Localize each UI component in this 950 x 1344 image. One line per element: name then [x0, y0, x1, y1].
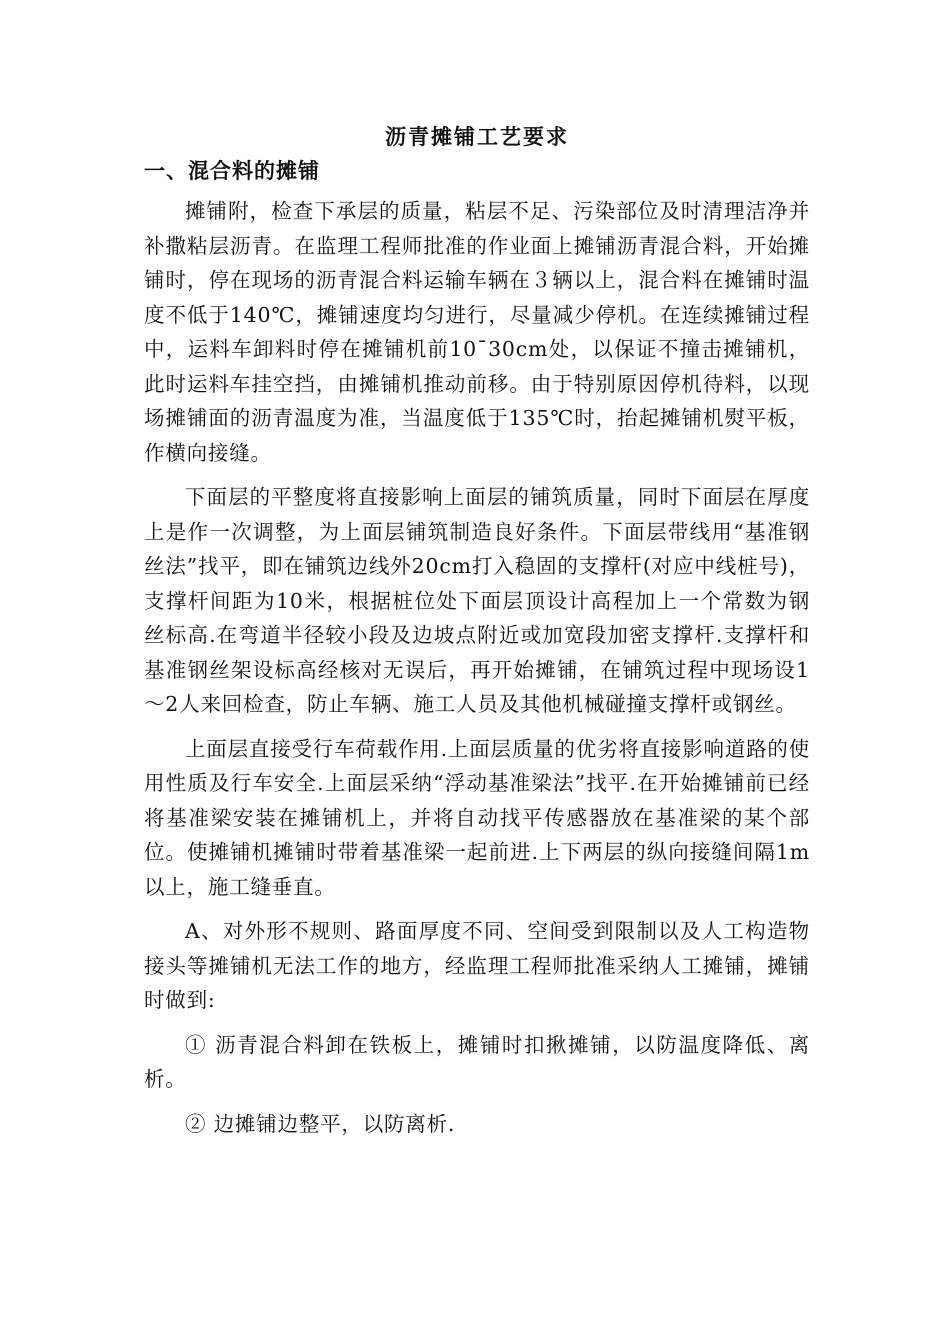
list-item-2: ② 边摊铺边整平，以防离析. — [185, 1111, 456, 1136]
paragraph-paving-start: 摊铺附，检查下承层的质量，粘层不足、污染部位及时清理洁净并补撒粘层沥青。在监理工程师批准的作业面上摊铺沥青混合料，开始摊铺时，停在现场的沥青混合料运输车辆在３辆以上，混合料在摊铺时温度不低于140℃，摊铺速度均匀进行，尽量减少停机。在连续摊铺过程中，运料车卸料时停在摊铺机前10¯30cm处，以保证不撞击摊铺机，此时运料车挂空挡，由摊铺机推动前移。由于特别原因停机待料，以现场摊铺面的沥青温度为准，当温度低于135℃时，抬起摊铺机熨平板，作横向接缝。 — [144, 199, 810, 465]
section-heading: 一、混合料的摊铺 — [144, 158, 320, 183]
paragraph-lower-layer: 下面层的平整度将直接影响上面层的铺筑质量，同时下面层在厚度上是作一次调整，为上面层铺筑制造良好条件。下面层带线用“基准钢丝法”找平，即在铺筑边线外20cm打入稳固的支撑杆(对应中线桩号)，支撑杆间距为10米，根据桩位处下面层顶设计高程加上一个常数为钢丝标高.在弯道半径较小段及边坡点附近或加宽段加密支撑杆.支撑杆和基准钢丝架设标高经核对无误后，再开始摊铺，在铺筑过程中现场设1～2人来回检查，防止车辆、施工人员及其他机械碰撞支撑杆或钢丝。 — [144, 485, 810, 716]
paragraph-upper-layer: 上面层直接受行车荷载作用.上面层质量的优劣将直接影响道路的使用性质及行车安全.上面层采纳“浮动基准梁法”找平.在开始摊铺前已经将基准梁安装在摊铺机上，并将自动找平传感器放在基准梁的某个部位。使摊铺机摊铺时带着基准梁一起前进.上下两层的纵向接缝间隔1m以上，施工缝垂直。 — [144, 736, 811, 899]
list-item-1: ① 沥青混合料卸在铁板上，摊铺时扣揪摊铺，以防温度降低、离析。 — [144, 1032, 810, 1091]
document-title: 沥青摊铺工艺要求 — [385, 124, 569, 149]
paragraph-manual-paving: A、对外形不规则、路面厚度不同、空间受到限制以及人工构造物接头等摊铺机无法工作的地方，经监理工程师批准采纳人工摊铺，摊铺时做到: — [144, 919, 810, 1012]
